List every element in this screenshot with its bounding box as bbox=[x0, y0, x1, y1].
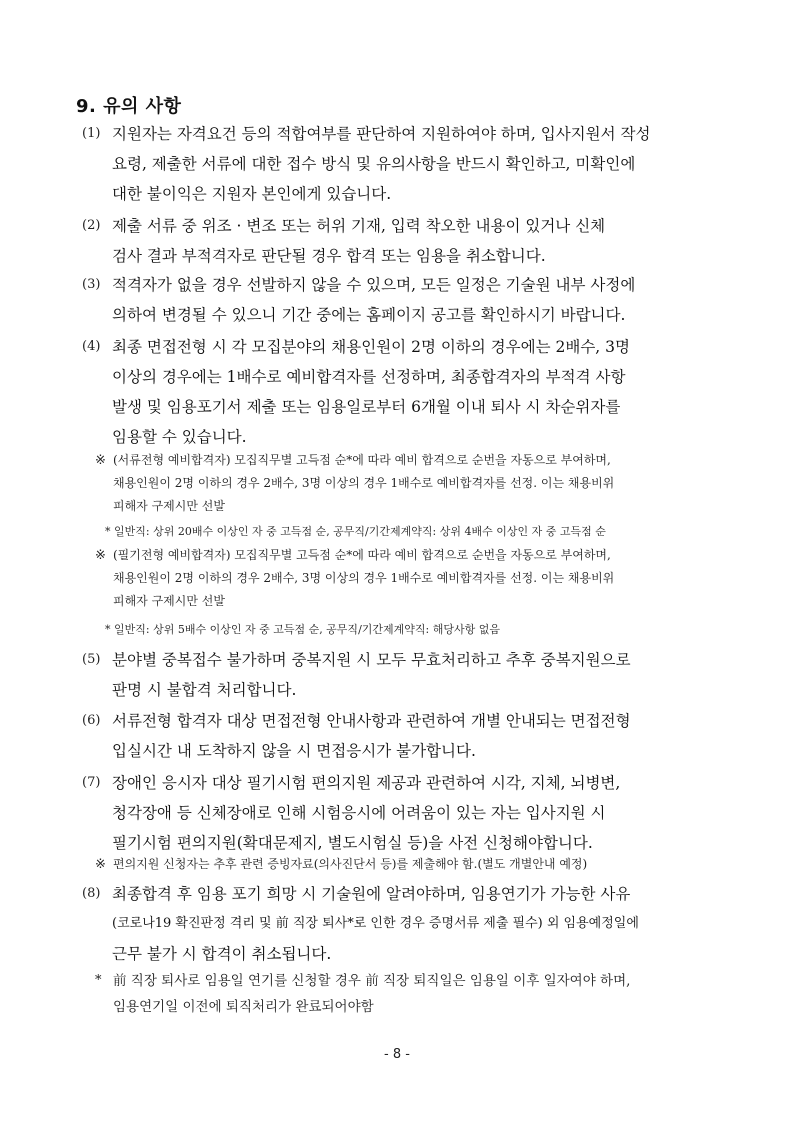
item-text-line: 대한 불이익은 지원자 본인에게 있습니다. bbox=[112, 185, 392, 203]
footnote-mark: * bbox=[95, 973, 102, 988]
item-text-line: 판명 시 불합격 처리합니다. bbox=[112, 681, 297, 699]
item-text-line: 입실시간 내 도착하지 않을 시 면접응시가 불가합니다. bbox=[112, 742, 476, 760]
footnote-document-reserve: * 일반직: 상위 20배수 이상인 자 중 고득점 순, 공무직/기간제계약직: 상위 4배수 이상인 자 중 고득점 순 bbox=[105, 525, 606, 538]
item-text-line: 장애인 응시자 대상 필기시험 편의지원 제공과 관련하여 시각, 지체, 뇌병변, bbox=[112, 774, 621, 792]
item-number: (8) bbox=[82, 886, 101, 901]
item-number: (5) bbox=[82, 652, 101, 667]
notice-item-6 bbox=[82, 706, 732, 766]
item-text-line: 검사 결과 부적격자로 판단될 경우 합격 또는 임용을 취소합니다. bbox=[112, 247, 546, 265]
item-number: (6) bbox=[82, 713, 101, 728]
item-text-line: 요령, 제출한 서류에 대한 접수 방식 및 유의사항을 반드시 확인하고, 미확인에 bbox=[112, 155, 636, 173]
notice-item-8 bbox=[82, 879, 732, 969]
item-text-line: 적격자가 없을 경우 선발하지 않을 수 있으며, 모든 일정은 기술원 내부 사정에 bbox=[112, 276, 636, 294]
note-previous-job bbox=[95, 968, 735, 1020]
notice-item-3 bbox=[82, 270, 732, 330]
note-text-line: (서류전형 예비합격자) 모집직무별 고득점 순*에 따라 예비 합격으로 순번을 자동으로 부여하며, bbox=[113, 453, 611, 467]
note-text-line: 前 직장 퇴사로 임용일 연기를 신청할 경우 前 직장 퇴직일은 임용일 이후 일자여야 하며, bbox=[113, 973, 631, 989]
item-text-line: 제출 서류 중 위조 · 변조 또는 허위 기재, 입력 착오한 내용이 있거나 신체 bbox=[112, 217, 606, 235]
item-text-line: (코로나19 확진판정 격리 및 前 직장 퇴사*로 인한 경우 증명서류 제출 필수) 외 임용예정일에 bbox=[112, 916, 639, 931]
item-text-line: 서류전형 합격자 대상 면접전형 안내사항과 관련하여 개별 안내되는 면접전형 bbox=[112, 712, 631, 730]
item-text-line: 발생 및 임용포기서 제출 또는 임용일로부터 6개월 이내 퇴사 시 차순위자를 bbox=[112, 398, 621, 416]
item-number: (7) bbox=[82, 775, 101, 790]
note-text-line: 피해자 구제시만 선발 bbox=[113, 594, 225, 608]
item-text-line: 의하여 변경될 수 있으니 기간 중에는 홈페이지 공고를 확인하시기 바랍니다. bbox=[112, 306, 626, 324]
note-written-reserve bbox=[95, 544, 735, 613]
item-number: (1) bbox=[82, 126, 101, 141]
section-heading: 9. 유의 사항 bbox=[76, 96, 182, 117]
reference-mark: ※ bbox=[95, 453, 106, 468]
note-text-line: 피해자 구제시만 선발 bbox=[113, 499, 225, 513]
page-number: - 8 - bbox=[384, 1047, 410, 1062]
note-text-line: 채용인원이 2명 이하의 경우 2배수, 3명 이상의 경우 1배수로 예비합격자를 선정. 이는 채용비위 bbox=[113, 571, 615, 585]
notice-item-4 bbox=[82, 332, 732, 452]
note-text-line: 편의지원 신청자는 추후 관련 증빙자료(의사진단서 등)를 제출해야 함.(별도 개별안내 예정) bbox=[113, 857, 588, 871]
item-number: (2) bbox=[82, 218, 101, 233]
note-document-reserve bbox=[95, 449, 735, 518]
notice-item-7 bbox=[82, 768, 732, 858]
item-text-line: 임용할 수 있습니다. bbox=[112, 428, 247, 446]
note-accommodation bbox=[95, 853, 735, 876]
item-text-line: 이상의 경우에는 1배수로 예비합격자를 선정하며, 최종합격자의 부적격 사항 bbox=[112, 368, 626, 386]
item-text-line: 지원자는 자격요건 등의 적합여부를 판단하여 지원하여야 하며, 입사지원서 작성 bbox=[112, 125, 651, 143]
notice-item-5 bbox=[82, 645, 732, 705]
reference-mark: ※ bbox=[95, 548, 106, 563]
note-text-line: 채용인원이 2명 이하의 경우 2배수, 3명 이상의 경우 1배수로 예비합격자를 선정. 이는 채용비위 bbox=[113, 476, 615, 490]
footnote-written-reserve: * 일반직: 상위 5배수 이상인 자 중 고득점 순, 공무직/기간제계약직: 해당사항 없음 bbox=[105, 623, 500, 636]
item-text-line: 청각장애 등 신체장애로 인해 시험응시에 어려움이 있는 자는 입사지원 시 bbox=[112, 804, 606, 822]
notice-item-2 bbox=[82, 211, 732, 271]
item-text-line: 근무 불가 시 합격이 취소됩니다. bbox=[112, 945, 332, 963]
reference-mark: ※ bbox=[95, 857, 106, 872]
item-text-line: 분야별 중복접수 불가하며 중복지원 시 모두 무효처리하고 추후 중복지원으로 bbox=[112, 651, 631, 669]
note-text-line: (필기전형 예비합격자) 모집직무별 고득점 순*에 따라 예비 합격으로 순번을 자동으로 부여하며, bbox=[113, 548, 611, 562]
item-text-line: 최종 면접전형 시 각 모집분야의 채용인원이 2명 이하의 경우에는 2배수, 3명 bbox=[112, 338, 631, 356]
item-text-line: 필기시험 편의지원(확대문제지, 별도시험실 등)을 사전 신청해야합니다. bbox=[112, 834, 593, 852]
item-number: (3) bbox=[82, 277, 101, 292]
item-text-line: 최종합격 후 임용 포기 희망 시 기술원에 알려야하며, 임용연기가 가능한 사유 bbox=[112, 885, 631, 903]
note-text-line: 임용연기일 이전에 퇴직처리가 완료되어야함 bbox=[113, 999, 374, 1015]
item-number: (4) bbox=[82, 339, 101, 354]
notice-item-1 bbox=[82, 119, 732, 209]
